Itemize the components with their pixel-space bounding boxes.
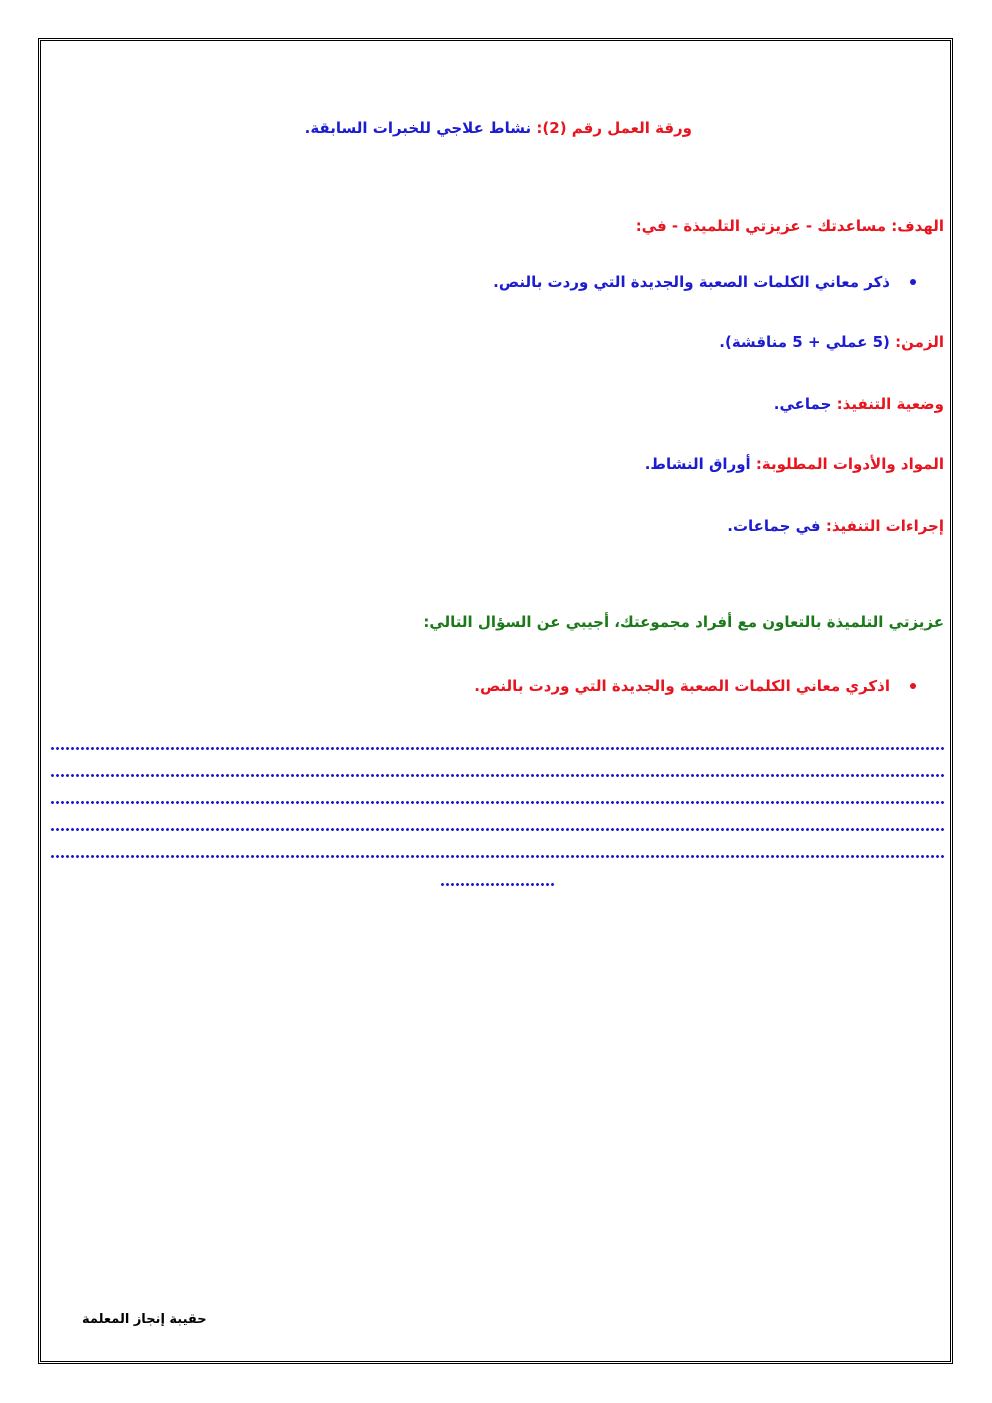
- objective-bullet-item: [493, 272, 916, 292]
- procedures-value: في جماعات.: [727, 517, 821, 535]
- task-bullet-text: اذكري معاني الكلمات الصعبة والجديدة التي وردت بالنص.: [474, 677, 890, 695]
- procedures-label: إجراءات التنفيذ:: [825, 517, 944, 535]
- task-bullet-item: [474, 676, 916, 696]
- procedures-row: [727, 516, 944, 536]
- worksheet-title: [305, 118, 692, 138]
- time-value: (5 عملي + 5 مناقشة).: [719, 333, 890, 351]
- title-prefix: ورقة العمل رقم (2):: [536, 119, 692, 137]
- materials-value: أوراق النشاط.: [644, 455, 751, 473]
- objective-label: الهدف: مساعدتك - عزيزتي التلميذة - في:: [635, 217, 944, 235]
- footer-text: حقيبة إنجاز المعلمة: [82, 1312, 207, 1327]
- answer-line[interactable]: [50, 792, 944, 806]
- answer-line[interactable]: [50, 846, 944, 860]
- mode-row: [774, 394, 944, 414]
- bullet-icon: [910, 279, 916, 285]
- answer-line[interactable]: [50, 765, 944, 779]
- mode-label: وضعية التنفيذ:: [836, 395, 944, 413]
- materials-label: المواد والأدوات المطلوبة:: [755, 455, 944, 473]
- time-label: الزمن:: [895, 333, 944, 351]
- instruction-text: عزيزتي التلميذة بالتعاون مع أفراد مجموعتك، أجيبي عن السؤال التالي:: [423, 613, 944, 631]
- time-row: [719, 332, 944, 352]
- answer-line[interactable]: [50, 738, 944, 752]
- title-text: نشاط علاجي للخبرات السابقة.: [304, 119, 532, 137]
- mode-value: جماعي.: [773, 395, 832, 413]
- materials-row: [645, 454, 944, 474]
- answer-line[interactable]: [50, 819, 944, 833]
- objective-bullet-text: ذكر معاني الكلمات الصعبة والجديدة التي وردت بالنص.: [493, 273, 890, 291]
- bullet-icon: [910, 683, 916, 689]
- page-border: [40, 40, 951, 1362]
- answer-line[interactable]: [440, 874, 556, 888]
